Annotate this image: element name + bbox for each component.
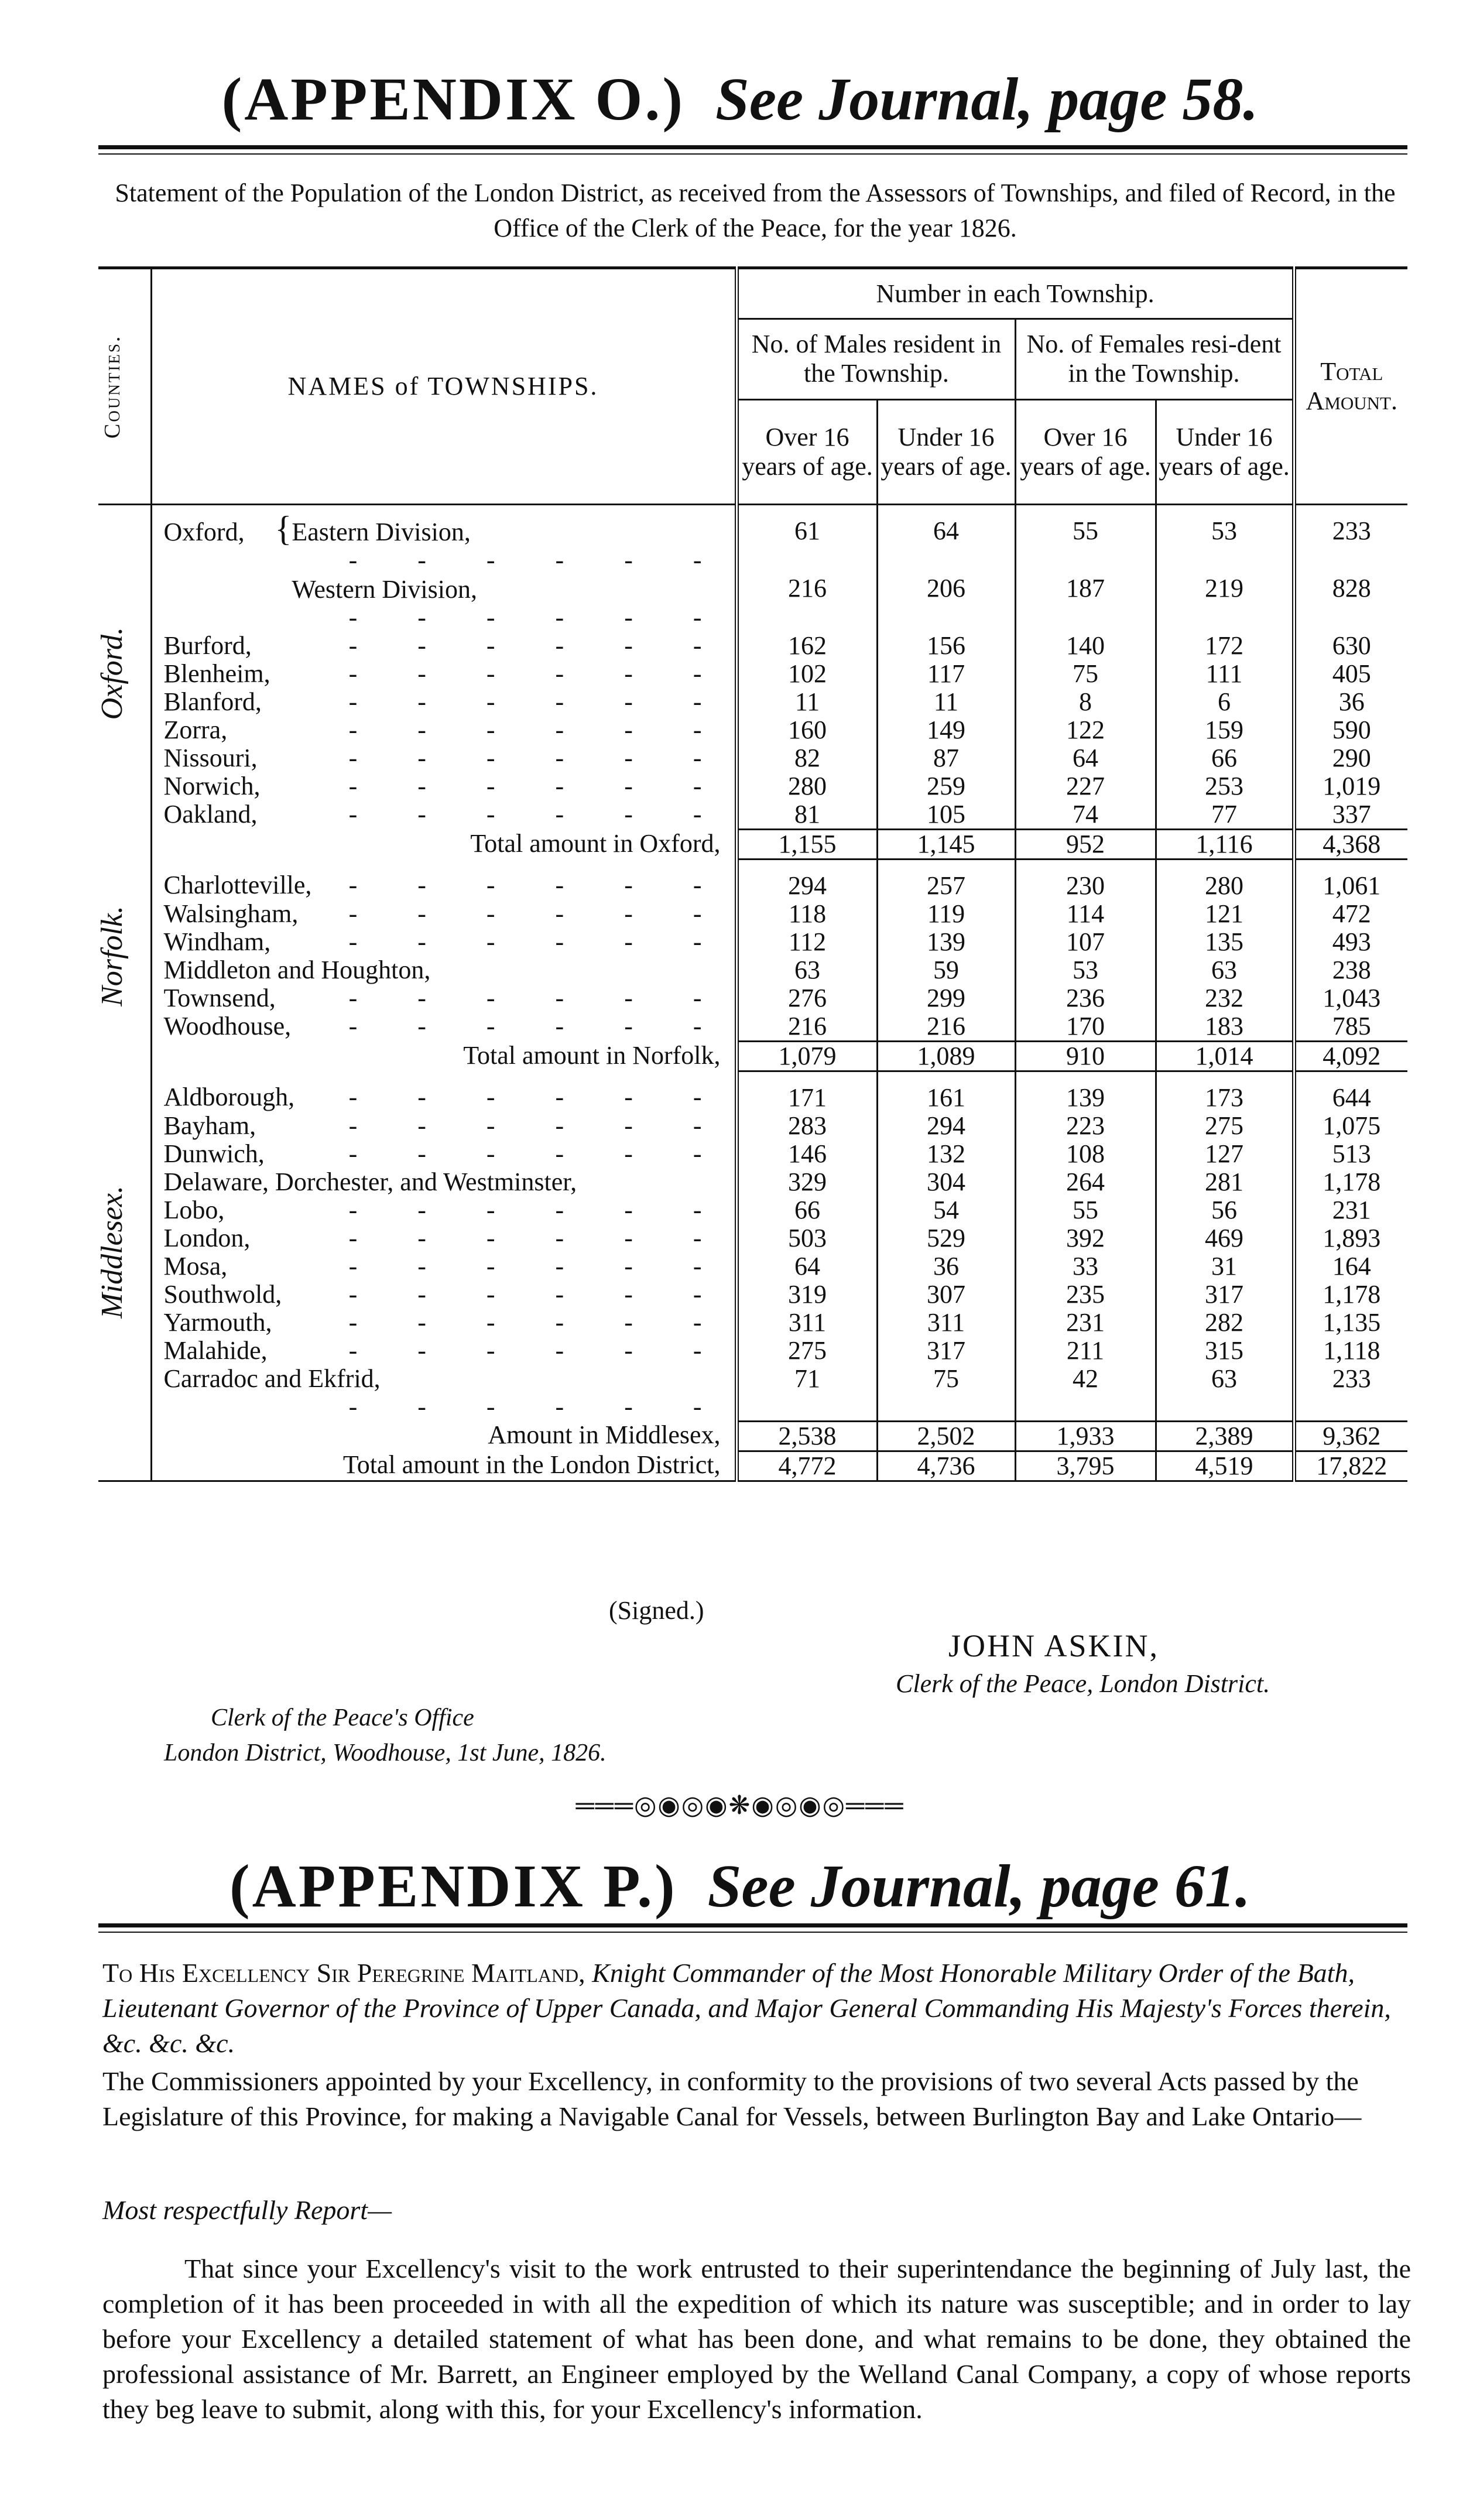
cell-mu: 299 [877, 984, 1015, 1012]
leader-dashes: - - - - - - [348, 1196, 729, 1224]
cell-mo: 61 [736, 505, 877, 575]
cell-mu: 105 [877, 800, 1015, 830]
table-row [98, 1337, 1407, 1365]
table-row [98, 1196, 1407, 1224]
cell-t: 644 [1332, 1083, 1371, 1112]
leader-dashes: - - - - - - [348, 927, 729, 956]
cell-fo: 108 [1015, 1140, 1156, 1168]
table-row [98, 744, 1407, 772]
cell-fu: 121 [1156, 900, 1294, 928]
cell-t: 4,092 [1294, 1042, 1407, 1071]
males-header: No. of Males resident in the Township. [736, 319, 1015, 400]
cell-mo: 283 [736, 1112, 877, 1140]
appendix-p-journal-ref: See Journal, page 61. [707, 1853, 1251, 1920]
cell-mu: 529 [877, 1224, 1015, 1252]
cell-fu: 77 [1156, 800, 1294, 830]
cell-t: 1,178 [1323, 1280, 1381, 1309]
table-row [98, 800, 1407, 830]
cell-fu: 253 [1156, 772, 1294, 800]
population-table [95, 266, 1407, 1482]
cell-fo: 55 [1015, 1196, 1156, 1224]
township-name: Western Division, [292, 575, 477, 604]
cell-mo: 329 [736, 1168, 877, 1196]
cell-t: 4,368 [1294, 830, 1407, 860]
cell-fu: 135 [1156, 928, 1294, 956]
cell-mo: 66 [736, 1196, 877, 1224]
cell-t: 472 [1332, 899, 1371, 928]
grand-total-label: Total amount in the London District, [151, 1451, 736, 1481]
cell-mu: 132 [877, 1140, 1015, 1168]
females-header: No. of Females resi-dent in the Township. [1015, 319, 1294, 400]
township-name: Southwold, [163, 1280, 282, 1309]
table-row [98, 1252, 1407, 1280]
cell-mo: 311 [736, 1309, 877, 1337]
cell-t: 785 [1332, 1012, 1371, 1040]
cell-fo: 122 [1015, 716, 1156, 744]
cell-fo: 230 [1015, 860, 1156, 901]
table-row [98, 1112, 1407, 1140]
cell-t: 590 [1332, 715, 1371, 744]
leader-dashes: - - - - - - [348, 631, 729, 660]
cell-fu: 317 [1156, 1280, 1294, 1309]
leader-dashes: - - - - - - [348, 715, 729, 744]
cell-fo: 42 [1015, 1365, 1156, 1421]
females-over-header: Over 16 years of age. [1015, 399, 1156, 504]
cell-mu: 87 [877, 744, 1015, 772]
title-rule-thick [98, 145, 1407, 149]
cell-fo: 75 [1015, 660, 1156, 688]
leader-dashes: - - - - - - [348, 1139, 729, 1168]
leader-dashes: - - - - - - [348, 1252, 729, 1280]
cell-fu: 56 [1156, 1196, 1294, 1224]
cell-fo: 107 [1015, 928, 1156, 956]
grand-total-row [98, 1451, 1407, 1481]
cell-fu: 66 [1156, 744, 1294, 772]
cell-fo: 8 [1015, 688, 1156, 716]
cell-t: 405 [1332, 659, 1371, 688]
females-under-header: Under 16 years of age. [1156, 399, 1294, 504]
cell-mo: 1,079 [736, 1042, 877, 1071]
leader-dashes: - - - - - - [348, 899, 729, 928]
total-row [98, 1042, 1407, 1071]
cell-mo: 63 [736, 956, 877, 984]
cell-fo: 64 [1015, 744, 1156, 772]
township-name: Zorra, [163, 715, 228, 744]
cell-t: 238 [1332, 956, 1371, 984]
township-name: Malahide, [163, 1336, 268, 1365]
cell-fu: 6 [1156, 688, 1294, 716]
cell-mu: 257 [877, 860, 1015, 901]
table-row [98, 928, 1407, 956]
appendix-o-title [0, 66, 1480, 133]
cell-mo: 71 [736, 1365, 877, 1421]
cell-t: 1,075 [1323, 1111, 1381, 1140]
cell-mo: 294 [736, 860, 877, 901]
cell-fo: 170 [1015, 1012, 1156, 1042]
cell-fu: 127 [1156, 1140, 1294, 1168]
cell-fu: 111 [1156, 660, 1294, 688]
cell-mo: 102 [736, 660, 877, 688]
cell-fo: 211 [1015, 1337, 1156, 1365]
cell-mo: 503 [736, 1224, 877, 1252]
cell-fo: 74 [1015, 800, 1156, 830]
cell-fo: 264 [1015, 1168, 1156, 1196]
cell-fu: 31 [1156, 1252, 1294, 1280]
table-row [98, 956, 1407, 984]
cell-fo: 1,933 [1015, 1421, 1156, 1451]
cell-mu: 54 [877, 1196, 1015, 1224]
cell-t: 231 [1332, 1196, 1371, 1224]
cell-mu: 304 [877, 1168, 1015, 1196]
leader-dashes: - - - - - - [348, 1111, 729, 1140]
township-name: Eastern Division, [292, 518, 471, 546]
cell-fu: 282 [1156, 1309, 1294, 1337]
cell-fu: 159 [1156, 716, 1294, 744]
cell-mo: 276 [736, 984, 877, 1012]
township-name: Oakland, [163, 800, 258, 828]
signer-name: JOHN ASKIN, [948, 1628, 1160, 1663]
cell-mo: 4,772 [736, 1451, 877, 1481]
leader-dashes: - - - - - - [348, 772, 729, 800]
cell-mo: 118 [736, 900, 877, 928]
cell-fu: 53 [1156, 505, 1294, 575]
township-name: Middleton and Houghton, [163, 956, 431, 984]
leader-dashes: - - - - - - [348, 1082, 729, 1111]
county-oxford: Oxford. [95, 626, 129, 720]
cell-mo: 2,538 [736, 1421, 877, 1451]
table-row [98, 1168, 1407, 1196]
cell-fu: 232 [1156, 984, 1294, 1012]
cell-t: 513 [1332, 1139, 1371, 1168]
males-under-header: Under 16 years of age. [877, 399, 1015, 504]
cell-mu: 206 [877, 574, 1015, 632]
leader-dashes: - - - - - - [348, 687, 729, 716]
table-row [98, 900, 1407, 928]
leader-dashes: - - - - - - [348, 870, 729, 899]
cell-t: 36 [1338, 687, 1365, 716]
township-name: Mosa, [163, 1252, 228, 1280]
cell-t: 1,043 [1323, 984, 1381, 1012]
office-line-2: London District, Woodhouse, 1st June, 1826. [164, 1740, 607, 1766]
ornament-divider: ═══◎◉◎◉❋◉◎◉◎═══ [575, 1791, 905, 1820]
number-header: Number in each Township. [736, 268, 1294, 319]
cell-mu: 119 [877, 900, 1015, 928]
cell-t: 1,118 [1323, 1336, 1380, 1365]
total-label: Total amount in Oxford, [151, 830, 736, 860]
cell-mo: 11 [736, 688, 877, 716]
cell-fo: 55 [1015, 505, 1156, 575]
cell-fo: 231 [1015, 1309, 1156, 1337]
township-name: Yarmouth, [163, 1308, 272, 1337]
males-over-header: Over 16 years of age. [736, 399, 877, 504]
cell-fu: 63 [1156, 956, 1294, 984]
cell-mu: 307 [877, 1280, 1015, 1309]
address-to: To His Excellency Sir Peregrine Maitland, [102, 1958, 585, 1988]
leader-dashes: - - - - - - [348, 1336, 729, 1365]
title-rule-thin [98, 153, 1407, 155]
report-heading: Most respectfully Report— [102, 2195, 392, 2225]
township-name: Delaware, Dorchester, and Westminster, [163, 1167, 577, 1196]
township-name: Lobo, [163, 1196, 225, 1224]
report-body: That since your Excellency's visit to the work entrusted to their superintendance the beginning of July last, the completion of it has been proceeded in with all the expedition of which its nature was susceptible; and in order to lay before your Excellency a detailed statement of what has been done, and what remains to be done, they obtained the professional assistance of Mr. Barrett, an Engineer employed by the Welland Canal Company, a copy of whose reports they beg leave to submit, along with this, for your Excellency's information. [102, 2254, 1411, 2424]
oxford-label: Oxford, [163, 518, 245, 546]
township-name: Nissouri, [163, 744, 258, 772]
table-row [98, 574, 1407, 632]
brace-glyph: { [275, 509, 292, 548]
cell-fu: 280 [1156, 860, 1294, 901]
township-name: Blenheim, [163, 659, 270, 688]
cell-fu: 4,519 [1156, 1451, 1294, 1481]
cell-fu: 2,389 [1156, 1421, 1294, 1451]
township-name: Carradoc and Ekfrid, [163, 1364, 381, 1393]
township-name: Bayham, [163, 1111, 256, 1140]
cell-fu: 63 [1156, 1365, 1294, 1421]
cell-t: 493 [1332, 927, 1371, 956]
cell-mu: 317 [877, 1337, 1015, 1365]
cell-mo: 319 [736, 1280, 877, 1309]
cell-mo: 81 [736, 800, 877, 830]
names-header: NAMES of TOWNSHIPS. [151, 268, 736, 505]
cell-t: 1,061 [1323, 871, 1381, 900]
total-row [98, 830, 1407, 860]
cell-fu: 469 [1156, 1224, 1294, 1252]
cell-mu: 64 [877, 505, 1015, 575]
table-row [98, 984, 1407, 1012]
office-line-1: Clerk of the Peace's Office [211, 1704, 474, 1731]
cell-mu: 149 [877, 716, 1015, 744]
total-row [98, 1421, 1407, 1451]
cell-t: 233 [1332, 1364, 1371, 1393]
cell-fo: 3,795 [1015, 1451, 1156, 1481]
cell-mo: 64 [736, 1252, 877, 1280]
header-row-1 [98, 268, 1407, 319]
cell-mu: 2,502 [877, 1421, 1015, 1451]
leader-dashes: - - - - - - [348, 800, 729, 828]
cell-fo: 392 [1015, 1224, 1156, 1252]
cell-fu: 275 [1156, 1112, 1294, 1140]
township-name: Blanford, [163, 687, 262, 716]
appendix-o-journal-ref: See Journal, page 58. [715, 66, 1259, 133]
township-name: Walsingham, [163, 899, 299, 928]
leader-dashes: - - - - - - [348, 603, 729, 632]
cell-mo: 112 [736, 928, 877, 956]
address-paragraph [102, 1956, 1411, 2061]
table-row [98, 1280, 1407, 1309]
cell-mo: 216 [736, 574, 877, 632]
cell-mu: 59 [877, 956, 1015, 984]
cell-fo: 223 [1015, 1112, 1156, 1140]
cell-mo: 160 [736, 716, 877, 744]
cell-mu: 75 [877, 1365, 1015, 1421]
cell-fo: 235 [1015, 1280, 1156, 1309]
cell-t: 1,893 [1323, 1224, 1381, 1252]
cell-mo: 82 [736, 744, 877, 772]
township-name: Charlotteville, [163, 870, 312, 899]
cell-mu: 311 [877, 1309, 1015, 1337]
cell-mu: 139 [877, 928, 1015, 956]
township-name: Aldborough, [163, 1082, 295, 1111]
table-row [98, 1140, 1407, 1168]
total-label: Total amount in Norfolk, [151, 1042, 736, 1071]
signer-role: Clerk of the Peace, London District. [896, 1669, 1270, 1698]
cell-t: 630 [1332, 631, 1371, 660]
cell-mu: 36 [877, 1252, 1015, 1280]
cell-fo: 187 [1015, 574, 1156, 632]
cell-t: 290 [1332, 744, 1371, 772]
table-row [98, 716, 1407, 744]
cell-t: 337 [1332, 800, 1371, 828]
table-row [98, 688, 1407, 716]
leader-dashes: - - - - - - [348, 1308, 729, 1337]
table-row [98, 1365, 1407, 1421]
cell-mu: 1,089 [877, 1042, 1015, 1071]
township-name: Woodhouse, [163, 1012, 292, 1040]
appendix-o-label: (APPENDIX O.) [221, 66, 686, 133]
leader-dashes: - - - - - - [348, 659, 729, 688]
cell-t: 1,135 [1323, 1308, 1381, 1337]
cell-mu: 1,145 [877, 830, 1015, 860]
cell-mu: 4,736 [877, 1451, 1015, 1481]
leader-dashes: - - - - - - [348, 1280, 729, 1309]
cell-fo: 114 [1015, 900, 1156, 928]
cell-t: 9,362 [1294, 1421, 1407, 1451]
cell-mo: 171 [736, 1071, 877, 1112]
cell-mo: 216 [736, 1012, 877, 1042]
cell-fo: 227 [1015, 772, 1156, 800]
cell-mu: 161 [877, 1071, 1015, 1112]
cell-mu: 117 [877, 660, 1015, 688]
cell-fo: 53 [1015, 956, 1156, 984]
cell-fo: 236 [1015, 984, 1156, 1012]
total-label: Amount in Middlesex, [151, 1421, 736, 1451]
leader-dashes: - - - - - - [348, 1012, 729, 1040]
cell-mo: 280 [736, 772, 877, 800]
statement-text: Statement of the Population of the London District, as received from the Assessors of Townships, and filed of Record, in the Office of the Clerk of the Peace, for the year 1826. [115, 179, 1396, 242]
cell-fu: 315 [1156, 1337, 1294, 1365]
township-name: Townsend, [163, 984, 276, 1012]
cell-mu: 294 [877, 1112, 1015, 1140]
cell-mo: 275 [736, 1337, 877, 1365]
table-row [98, 505, 1407, 575]
table-row [98, 1224, 1407, 1252]
table-row [98, 1012, 1407, 1042]
appendix-p-label: (APPENDIX P.) [229, 1853, 677, 1920]
cell-t: 233 [1332, 516, 1371, 545]
county-middlesex: Middlesex. [95, 1185, 129, 1319]
cell-fu: 183 [1156, 1012, 1294, 1042]
cell-t: 17,822 [1294, 1451, 1407, 1481]
appendix-p-rule-thick [98, 1923, 1407, 1927]
commissioners-paragraph: The Commissioners appointed by your Excellency, in conformity to the provisions of two several Acts passed by the Legislature of this Province, for making a Navigable Canal for Vessels, between Burlington Bay and Lake Ontario— [102, 2066, 1362, 2131]
leader-dashes: - - - - - - [348, 984, 729, 1012]
township-name: Norwich, [163, 772, 261, 800]
cell-fu: 172 [1156, 632, 1294, 660]
cell-fu: 219 [1156, 574, 1294, 632]
table-body [95, 505, 1407, 1481]
cell-t: 164 [1332, 1252, 1371, 1280]
cell-fu: 1,014 [1156, 1042, 1294, 1071]
table-row [98, 1309, 1407, 1337]
table-row [98, 660, 1407, 688]
leader-dashes: - - - - - - [348, 546, 729, 574]
cell-fo: 139 [1015, 1071, 1156, 1112]
cell-mu: 156 [877, 632, 1015, 660]
table-row [98, 1071, 1407, 1112]
cell-t: 828 [1332, 574, 1371, 602]
township-name: Dunwich, [163, 1139, 265, 1168]
cell-mu: 11 [877, 688, 1015, 716]
counties-header: Counties. [100, 334, 125, 439]
address-rest: Knight Commander of the Most Honorable Military Order of the Bath, Lieutenant Governor of the Province of Upper Canada, and Major General Commanding His Majesty's Forces therein, &c. &c. &c. [102, 1958, 1391, 2058]
cell-fu: 173 [1156, 1071, 1294, 1112]
cell-mo: 162 [736, 632, 877, 660]
signed-label: (Signed.) [609, 1596, 704, 1625]
leader-dashes: - - - - - - [348, 1392, 729, 1421]
table-row [98, 632, 1407, 660]
township-name: Windham, [163, 927, 271, 956]
cell-fu: 281 [1156, 1168, 1294, 1196]
cell-t: 1,019 [1323, 772, 1381, 800]
county-norfolk: Norfolk. [95, 906, 129, 1006]
total-header: Total Amount. [1294, 268, 1407, 505]
township-name: Burford, [163, 631, 252, 660]
cell-fo: 33 [1015, 1252, 1156, 1280]
appendix-p-title [0, 1853, 1480, 1920]
cell-fo: 952 [1015, 830, 1156, 860]
cell-mu: 216 [877, 1012, 1015, 1042]
table-row [98, 772, 1407, 800]
table-row [98, 860, 1407, 901]
cell-mo: 1,155 [736, 830, 877, 860]
leader-dashes: - - - - - - [348, 744, 729, 772]
cell-mo: 146 [736, 1140, 877, 1168]
cell-fo: 140 [1015, 632, 1156, 660]
township-name: London, [163, 1224, 251, 1252]
cell-mu: 259 [877, 772, 1015, 800]
cell-t: 1,178 [1323, 1167, 1381, 1196]
cell-fu: 1,116 [1156, 830, 1294, 860]
leader-dashes: - - - - - - [348, 1224, 729, 1252]
appendix-p-rule-thin [98, 1932, 1407, 1933]
cell-fo: 910 [1015, 1042, 1156, 1071]
